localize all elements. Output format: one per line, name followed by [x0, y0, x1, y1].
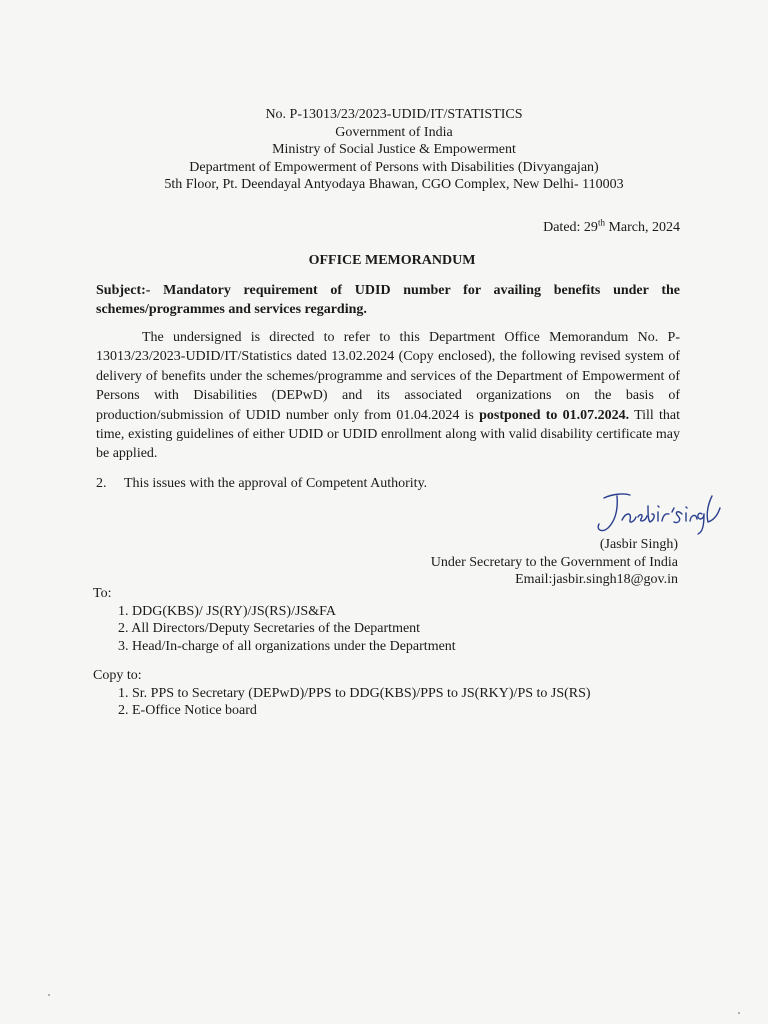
- recipient-item: 2. All Directors/Deputy Secretaries of the Department: [118, 621, 421, 636]
- signatory-name: (Jasbir Singh): [599, 537, 678, 552]
- department-address: 5th Floor, Pt. Deendayal Antyodaya Bhawan, CGO Complex, New Delhi- 110003: [164, 177, 624, 192]
- recipient-item: 1. DDG(KBS)/ JS(RY)/JS(RS)/JS&FA: [118, 603, 336, 619]
- date-line: [543, 218, 680, 237]
- copy-to-item: 2. E-Office Notice board: [118, 703, 257, 718]
- signatory-designation: Under Secretary to the Government of India: [430, 554, 678, 570]
- recipient-item: 3. Head/In-charge of all organizations under the Department: [118, 638, 456, 654]
- document-title: OFFICE MEMORANDUM: [308, 253, 476, 268]
- paragraph-1: [96, 328, 680, 464]
- ministry-name: Ministry of Social Justice & Empowerment: [272, 142, 516, 157]
- letterhead: [0, 106, 768, 194]
- copy-to-block: [93, 667, 591, 720]
- scan-speck: [738, 1012, 740, 1014]
- recipients-block: [93, 585, 456, 655]
- signatory-email: Email:jasbir.singh18@gov.in: [515, 572, 678, 587]
- copy-to-label: Copy to:: [93, 668, 142, 683]
- signatory-block: [431, 536, 678, 589]
- handwritten-signature: [590, 484, 730, 540]
- date-suffix-ordinal: th: [597, 217, 605, 228]
- reference-number: No. P-13013/23/2023-UDID/IT/STATISTICS: [265, 107, 523, 122]
- paragraph-2-number: 2.: [96, 476, 107, 491]
- government-name: Government of India: [335, 124, 453, 140]
- scan-speck: [48, 994, 50, 996]
- subject-line: Subject:- Mandatory requirement of UDID number for availing benefits under the schemes/programmes and services regarding.: [96, 283, 680, 317]
- copy-to-item: 1. Sr. PPS to Secretary (DEPwD)/PPS to DDG(KBS)/PPS to JS(RKY)/PS to JS(RS): [118, 685, 591, 701]
- department-name: Department of Empowerment of Persons with Disabilities (Divyangajan): [189, 159, 599, 175]
- paragraph-2-text: This issues with the approval of Competent Authority.: [124, 476, 428, 491]
- to-label: To:: [93, 586, 112, 601]
- paragraph-1-text-b: Till that time, existing guidelines of either UDID or UDID enrollment along with valid disability certificate may be applied.: [96, 407, 681, 462]
- date-month-year: March, 2024: [604, 220, 680, 235]
- date-prefix: Dated: 29: [543, 220, 598, 235]
- paragraph-1-text-a: The undersigned is directed to refer to this Department Office Memorandum No. P-13013/23/2023-UDID/IT/Statistics dated 13.02.2024 (Copy enclosed), the following revised system of delivery of benefits under the schemes/programme and services of the Department of Empowerment of Persons with Disabilities (DEPwD) and its associated organizations on the basis of production/submission of UDID number only from 01.04.2024 is: [96, 330, 680, 423]
- paragraph-1-bold: postponed to 01.07.2024.: [479, 407, 630, 423]
